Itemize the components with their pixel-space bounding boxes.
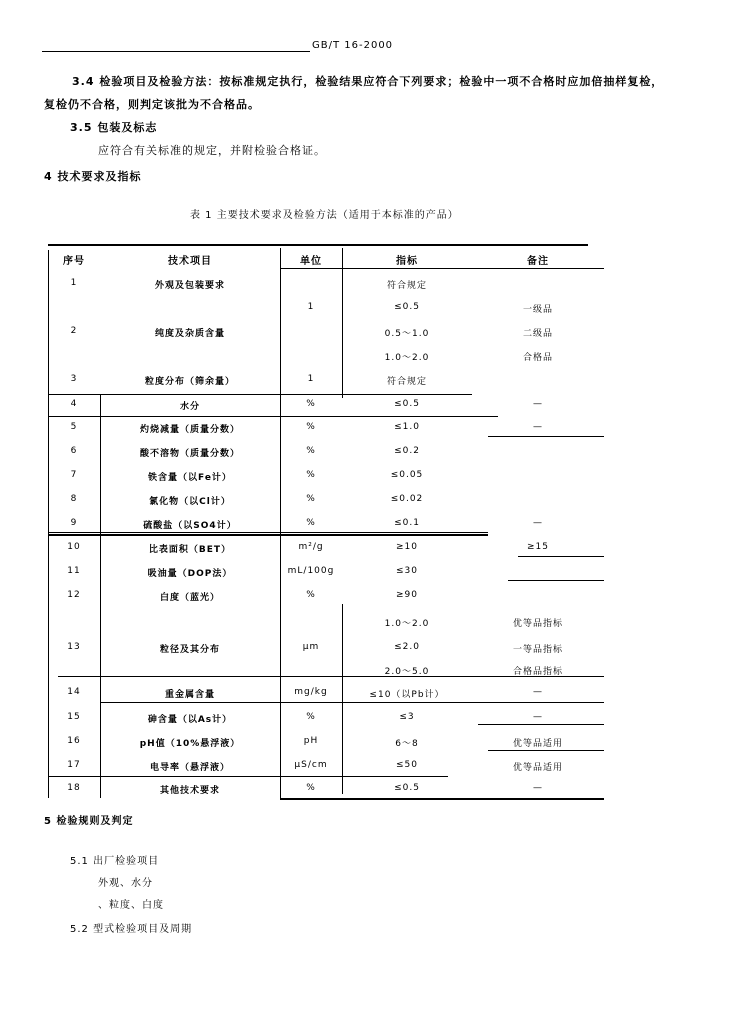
- row-16-name: pH值（10%悬浮液）: [139, 739, 241, 749]
- row-18-name: 其他技术要求: [159, 786, 220, 796]
- row-4-value: ≤0.5: [394, 399, 420, 409]
- row-13-unit: μm: [302, 642, 320, 652]
- row-5-value: ≤1.0: [394, 422, 420, 432]
- body-paragraph-line-1: 3.4 检验项目及检验方法：按标准规定执行，检验结果应符合下列要求；检验中一项不合格时应加倍抽样复检，: [72, 75, 664, 88]
- row-12-num: 12: [67, 590, 81, 600]
- footer-item-1: 5.1 出厂检验项目: [70, 856, 160, 867]
- row-9-note: —: [533, 518, 543, 528]
- row-rule: [518, 556, 604, 557]
- header-value: 指标: [396, 256, 418, 267]
- row-rule: [488, 436, 604, 437]
- row-2-num: 2: [70, 326, 78, 336]
- row-2-name: 纯度及杂质含量: [154, 329, 225, 339]
- row-13-num: 13: [67, 642, 81, 652]
- row-rule: [488, 750, 604, 751]
- row-15-unit: %: [306, 712, 316, 722]
- row-7-num: 7: [70, 470, 78, 480]
- row-10-value: ≥10: [396, 542, 418, 552]
- row-3-value: 符合规定: [386, 377, 427, 387]
- row-rule: [48, 534, 488, 536]
- row-8-unit: %: [306, 494, 316, 504]
- row-11-value: ≤30: [396, 566, 418, 576]
- row-6-num: 6: [70, 446, 78, 456]
- row-7-value: ≤0.05: [390, 470, 424, 480]
- row-rule: [48, 532, 488, 533]
- row-4-name: 水分: [179, 402, 200, 412]
- body-paragraph-line-4: 应符合有关标准的规定，并附检验合格证。: [98, 144, 326, 157]
- row-4-num: 4: [70, 399, 78, 409]
- row-9-name: 硫酸盐（以SO4计）: [143, 521, 237, 531]
- row-18-num: 18: [67, 783, 81, 793]
- row-10-num: 10: [67, 542, 81, 552]
- row-8-name: 氯化物（以Cl计）: [149, 497, 231, 507]
- header-name: 技术项目: [168, 256, 212, 267]
- table-caption: 表 1 主要技术要求及检验方法（适用于本标准的产品）: [190, 210, 459, 221]
- row-13b-value: ≤2.0: [394, 642, 420, 652]
- table-top-rule: [48, 244, 588, 246]
- body-paragraph-line-2: 复检仍不合格，则判定该批为不合格品。: [44, 98, 260, 111]
- row-1-num: 1: [70, 278, 78, 288]
- footer-item-4: 5.2 型式检验项目及周期: [70, 924, 193, 935]
- row-4-note: —: [533, 399, 543, 409]
- row-17-num: 17: [67, 760, 81, 770]
- row-12-value: ≥90: [396, 590, 418, 600]
- row-15-name: 砷含量（以As计）: [147, 715, 233, 725]
- row-8-value: ≤0.02: [390, 494, 424, 504]
- header-unit: 单位: [300, 256, 322, 267]
- row-13b-note: 一等品指标: [512, 645, 563, 655]
- row-9-num: 9: [70, 518, 78, 528]
- row-18-note: —: [533, 783, 543, 793]
- row-12-unit: %: [306, 590, 316, 600]
- row-5-note: —: [533, 422, 543, 432]
- row-17-value: ≤50: [396, 760, 418, 770]
- row-2c-note: 合格品: [522, 353, 553, 363]
- row-2a-note: 一级品: [522, 305, 553, 315]
- header-note: 备注: [527, 256, 549, 267]
- row-13a-note: 优等品指标: [512, 619, 563, 629]
- row-5-num: 5: [70, 422, 78, 432]
- row-13c-value: 2.0～5.0: [384, 667, 430, 677]
- footer-item-2: 外观、水分: [98, 878, 153, 889]
- row-9-value: ≤0.1: [394, 518, 420, 528]
- row-3-num: 3: [70, 374, 78, 384]
- row-2b-value: 0.5～1.0: [384, 329, 430, 339]
- row-14-value: ≤10（以Pb计）: [369, 690, 445, 700]
- row-7-name: 铁含量（以Fe计）: [148, 473, 232, 483]
- row-17-note: 优等品适用: [512, 763, 563, 773]
- row-10-note: ≥15: [527, 542, 549, 552]
- standard-code: GB/T 16-2000: [312, 40, 394, 51]
- row-rule: [100, 702, 604, 703]
- section-heading-packaging: 3.5 包装及标志: [70, 121, 158, 134]
- row-6-name: 酸不溶物（质量分数）: [139, 449, 240, 459]
- row-5-unit: %: [306, 422, 316, 432]
- row-16-unit: pH: [303, 736, 319, 746]
- row-14-name: 重金属含量: [164, 690, 215, 700]
- header-rule: [42, 51, 310, 52]
- row-15-note: —: [533, 712, 543, 722]
- header-bottom-rule-right: [280, 268, 604, 269]
- row-3-unit: 1: [307, 374, 315, 384]
- row-10-name: 比表面积（BET）: [148, 545, 232, 555]
- row-11-name: 吸油量（DOP法）: [147, 569, 233, 579]
- row-15-value: ≤3: [399, 712, 415, 722]
- row-11-num: 11: [67, 566, 81, 576]
- row-1-name: 外观及包装要求: [154, 281, 225, 291]
- row-17-unit: μS/cm: [294, 760, 328, 770]
- row-18-value: ≤0.5: [394, 783, 420, 793]
- row-13a-value: 1.0～2.0: [384, 619, 430, 629]
- row-5-name: 灼烧减量（质量分数）: [139, 425, 240, 435]
- row-14-num: 14: [67, 687, 81, 697]
- row-6-value: ≤0.2: [394, 446, 420, 456]
- row-rule: [508, 580, 604, 581]
- row-8-num: 8: [70, 494, 78, 504]
- row-rule: [48, 416, 498, 417]
- section-heading-inspection: 5 检验规则及判定: [44, 816, 134, 827]
- row-3-name: 粒度分布（筛余量）: [144, 377, 235, 387]
- row-1-value: 符合规定: [386, 281, 427, 291]
- row-15-num: 15: [67, 712, 81, 722]
- row-7-unit: %: [306, 470, 316, 480]
- row-2a-unit: 1: [307, 302, 315, 312]
- row-13c-note: 合格品指标: [512, 667, 563, 677]
- table-bottom-rule: [280, 798, 604, 800]
- row-rule: [48, 776, 448, 777]
- row-4-unit: %: [306, 399, 316, 409]
- section-heading-technical: 4 技术要求及指标: [44, 170, 142, 183]
- technical-requirements-table: [48, 244, 604, 804]
- footer-item-3: 、粒度、白度: [98, 900, 164, 911]
- row-14-unit: mg/kg: [294, 687, 328, 697]
- row-9-unit: %: [306, 518, 316, 528]
- row-14-note: —: [533, 687, 543, 697]
- row-6-unit: %: [306, 446, 316, 456]
- row-17-name: 电导率（悬浮液）: [149, 763, 230, 773]
- row-2c-value: 1.0～2.0: [384, 353, 430, 363]
- row-16-note: 优等品适用: [512, 739, 563, 749]
- row-10-unit: m²/g: [298, 542, 324, 552]
- row-rule: [478, 724, 604, 725]
- row-11-unit: mL/100g: [287, 566, 335, 576]
- row-16-num: 16: [67, 736, 81, 746]
- row-16-value: 6～8: [395, 739, 419, 749]
- row-12-name: 白度（蓝光）: [159, 593, 220, 603]
- row-rule: [48, 394, 472, 395]
- row-2a-value: ≤0.5: [394, 302, 420, 312]
- row-13-name: 粒径及其分布: [159, 645, 220, 655]
- row-18-unit: %: [306, 783, 316, 793]
- row-2b-note: 二级品: [522, 329, 553, 339]
- header-num: 序号: [63, 256, 85, 267]
